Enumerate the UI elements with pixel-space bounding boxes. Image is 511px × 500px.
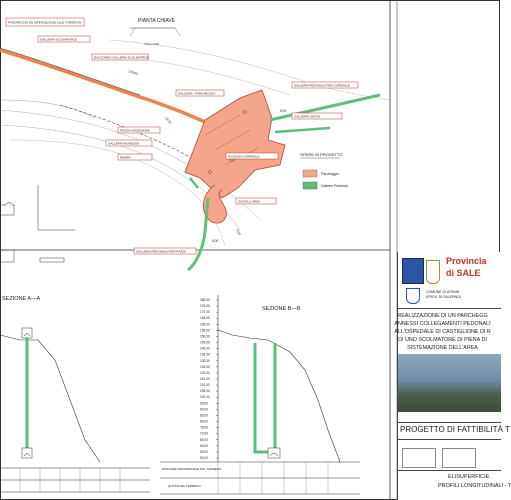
- axis-tick-label: 115,00: [200, 377, 210, 381]
- comune-name: COMUNE DI ATRANI: [426, 290, 460, 294]
- svg-text:GALLERIA PEDONALE PER OSPEDALE: GALLERIA PEDONALE PER OSPEDALE: [294, 83, 350, 88]
- svg-text:GALLERIA SCOLMATRICE: GALLERIA SCOLMATRICE: [40, 37, 77, 42]
- svg-text:5,00: 5,00: [235, 228, 242, 236]
- firm-stamp-box: [442, 448, 476, 468]
- description-line: ALL'OSPEDALE DI CASTIGLIONE DI R: [394, 329, 491, 335]
- axis-tick-label: 130,00: [200, 358, 210, 363]
- svg-text:18,00: 18,00: [164, 116, 173, 125]
- svg-text:PARCHEGGIO ED INTERSEZIONE ALL: PARCHEGGIO ED INTERSEZIONE ALLE TORRENTE: [8, 20, 82, 25]
- drawing-title2: PROFILI LONGITUDINALI - T: [438, 483, 511, 489]
- crest-icon: [426, 260, 440, 284]
- axis-tick-label: 150,00: [200, 334, 210, 339]
- section-b-title: SEZIONE B—B: [262, 306, 301, 312]
- svg-text:GALLERIA PEDONALE PER PIAZZA: GALLERIA PEDONALE PER PIAZZA: [136, 249, 187, 254]
- row-quote: QUOTE DEL TERRENO: [168, 484, 201, 488]
- axis-tick-label: 135,00: [200, 352, 210, 357]
- tag-galleria-scolmatrice: [38, 36, 90, 42]
- project-description: [384, 312, 501, 352]
- section-a-terrain: [0, 335, 100, 462]
- tag-accesso-ospedale: [226, 153, 278, 159]
- legend-label-parcheggio: Parcheggio: [321, 172, 339, 176]
- axis-tick-label: 95,00: [200, 401, 208, 406]
- axis-tick-label: 160,00: [200, 322, 210, 327]
- tag-galleria-uscita: [292, 113, 342, 119]
- axis-tick-label: 105,00: [200, 389, 210, 394]
- key-plan: [130, 18, 180, 46]
- legend-label-gallerie: Gallerie Pedonali: [321, 184, 348, 188]
- svg-text:139,00: 139,00: [127, 69, 139, 76]
- tag-raccordo: [92, 54, 149, 60]
- tag-parcheggio-ext: [6, 18, 84, 26]
- project-phase: PROGETTO DI FATTIBILITÀ T: [400, 425, 510, 434]
- axis-tick-label: 100,00: [200, 395, 210, 400]
- svg-text:GALLERIA USCITA: GALLERIA USCITA: [294, 114, 321, 119]
- section-b-lift-shaft: [255, 343, 275, 452]
- axis-tick-label: 80,00: [200, 419, 208, 424]
- detail-section-left: [0, 185, 75, 262]
- tag-pedonale-ospedale: [292, 82, 358, 88]
- plan-view: [0, 18, 390, 270]
- section-b-axis-ticks: [200, 298, 218, 460]
- axis-tick-label: 75,00: [200, 425, 208, 430]
- axis-tick-label: 60,00: [200, 443, 208, 448]
- svg-text:GALLERIA - PARCHEGGIO: GALLERIA - PARCHEGGIO: [178, 91, 216, 96]
- axis-tick-label: 120,00: [200, 370, 210, 375]
- axis-tick-label: 180,00: [200, 298, 210, 302]
- axis-tick-label: 110,00: [200, 383, 210, 388]
- svg-text:RACCORDO GALLERIA SCOLMATRICE: RACCORDO GALLERIA SCOLMATRICE: [94, 55, 150, 60]
- axis-tick-label: 145,00: [200, 340, 210, 345]
- axis-tick-label: 85,00: [200, 413, 208, 418]
- svg-text:5,00: 5,00: [212, 239, 219, 243]
- svg-text:POZZO ASCENSORE: POZZO ASCENSORE: [120, 128, 150, 133]
- svg-text:ACCESSO OSPEDALE: ACCESSO OSPEDALE: [228, 154, 260, 159]
- axis-tick-label: 175,00: [200, 304, 210, 309]
- province-emblem-icon: [402, 258, 424, 284]
- legend-title: OPERE IN PROGETTO: [300, 152, 343, 157]
- tag-scivolo: [236, 198, 276, 204]
- section-b: [160, 295, 360, 494]
- description-line: DI UNO SCOLMATORE DI PIENA DI: [398, 337, 487, 343]
- province-line1: Provincia: [446, 256, 487, 266]
- axis-tick-label: 90,00: [200, 407, 208, 412]
- axis-tick-label: 140,00: [200, 346, 210, 351]
- svg-text:SCIVOLO AREA: SCIVOLO AREA: [238, 199, 261, 204]
- axis-tick-label: 165,00: [200, 316, 210, 321]
- comune-crest-icon: [406, 288, 420, 304]
- svg-text:GALLERIA INGRESSO: GALLERIA INGRESSO: [108, 141, 140, 146]
- svg-text:5,00: 5,00: [280, 109, 287, 113]
- site-photo: [398, 354, 501, 412]
- tag-rampa: [118, 154, 152, 160]
- legend-swatch-parcheggio: [303, 170, 317, 177]
- legend: [300, 152, 348, 189]
- axis-tick-label: 55,00: [200, 449, 208, 454]
- parking-area: [185, 90, 285, 198]
- province-line2: di SALE: [446, 268, 481, 278]
- axis-tick-label: 125,00: [200, 364, 210, 369]
- svg-text:Scala 1:1000: Scala 1:1000: [144, 43, 160, 46]
- tag-parcheggio: [176, 90, 224, 96]
- tag-galleria-ingresso: [106, 140, 152, 146]
- row-distanze: DISTANZE PROGRESSIVE DAL TERRENO: [162, 467, 222, 471]
- axis-tick-label: 155,00: [200, 328, 210, 333]
- description-line: REALIZZAZIONE DI UN PARCHEGG: [397, 313, 488, 319]
- description-line: ANNESSI COLLEGAMENTI PEDONALI: [394, 321, 491, 327]
- svg-text:RAMPA: RAMPA: [120, 155, 131, 160]
- section-b-terrain: [218, 330, 340, 462]
- section-a: [0, 296, 150, 492]
- axis-tick-label: 170,00: [200, 310, 210, 315]
- axis-tick-label: 65,00: [200, 437, 208, 442]
- drawing-title1: ELISUPERFICIE: [448, 474, 490, 480]
- svg-text:PIANTA CHIAVE: PIANTA CHIAVE: [138, 18, 176, 24]
- description-line: SISTEMAZIONE DELL'AREA: [407, 345, 478, 351]
- axis-tick-label: 70,00: [200, 431, 208, 436]
- legend-swatch-gallerie: [303, 182, 317, 189]
- firm-stamp-box: [402, 448, 436, 468]
- pedestrian-gallery-ospedale: [275, 128, 330, 132]
- comune-sub: (PROV. DI SALERNO): [426, 295, 462, 299]
- tag-galleria-pedonale-piazza: [134, 248, 196, 254]
- section-a-title: SEZIONE A—A: [2, 296, 41, 302]
- axis-tick-label: 50,00: [200, 456, 208, 460]
- tag-ascensore: [118, 127, 160, 133]
- title-block: [394, 252, 511, 500]
